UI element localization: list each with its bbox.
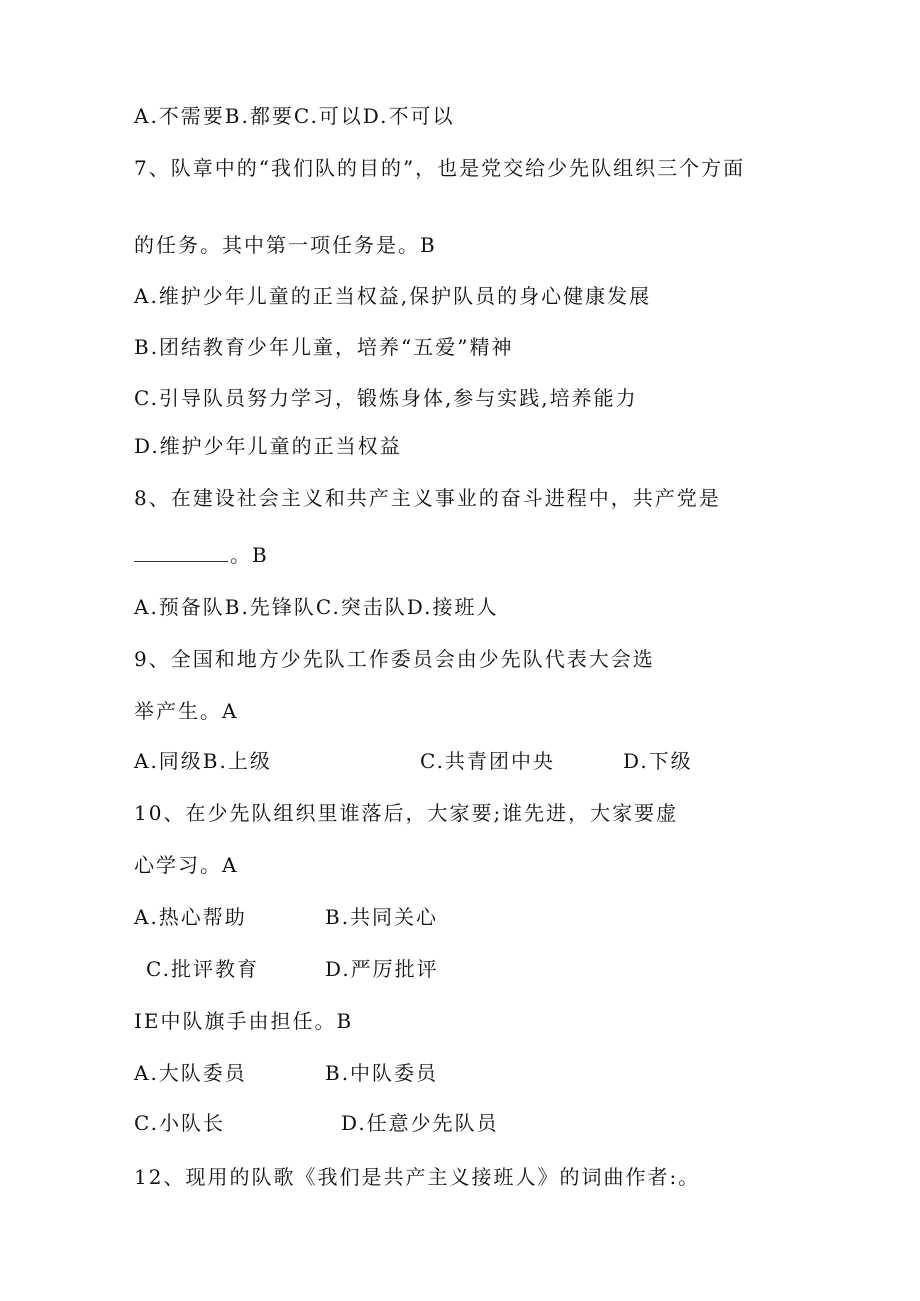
q12-stem: 12、现用的队歌《我们是共产主义接班人》的词曲作者:。 bbox=[134, 1165, 701, 1189]
answer-blank bbox=[134, 543, 228, 562]
q7-option-d: D.维护少年儿童的正当权益 bbox=[134, 434, 402, 458]
q11-option-c: C.小队长 bbox=[134, 1111, 225, 1135]
q10-option-d: D.严厉批评 bbox=[325, 957, 439, 981]
q9-stem-line2: 举产生。A bbox=[134, 699, 239, 723]
q7-stem-line1: 7、队章中的“我们队的目的”，也是党交给少先队组织三个方面 bbox=[134, 156, 746, 180]
q9-option-c: C.共青团中央 bbox=[420, 749, 555, 773]
q11-stem: IE中队旗手由担任。B bbox=[134, 1009, 354, 1033]
q10-stem-line1: 10、在少先队组织里谁落后，大家要;谁先进，大家要虚 bbox=[134, 801, 679, 825]
q9-options bbox=[134, 749, 754, 773]
q7-option-b: B.团结教育少年儿童，培养“五爱”精神 bbox=[134, 335, 514, 359]
q7-option-c: C.引导队员努力学习，锻炼身体,参与实践,培养能力 bbox=[134, 386, 638, 410]
q10-option-c: C.批评教育 bbox=[146, 957, 259, 981]
q7-option-a: A.维护少年儿童的正当权益,保护队员的身心健康发展 bbox=[134, 284, 652, 308]
q11-option-b: B.中队委员 bbox=[325, 1061, 439, 1085]
q8-stem-line1: 8、在建设社会主义和共产主义事业的奋斗进程中，共产党是 bbox=[134, 486, 721, 510]
q9-option-d: D.下级 bbox=[623, 749, 693, 773]
q10-options-row2 bbox=[134, 957, 534, 981]
q7-stem-line2: 的任务。其中第一项任务是。B bbox=[134, 233, 437, 257]
q10-option-b: B.共同关心 bbox=[325, 905, 439, 929]
q11-option-d: D.任意少先队员 bbox=[341, 1111, 499, 1135]
q6-options: A.不需要B.都要C.可以D.不可以 bbox=[134, 104, 455, 128]
q8-stem-line2 bbox=[134, 543, 269, 567]
q8-answer: 。B bbox=[230, 543, 269, 567]
q10-option-a: A.热心帮助 bbox=[134, 905, 247, 929]
q10-options-row1 bbox=[134, 905, 534, 929]
q11-options-row2 bbox=[134, 1111, 554, 1135]
q8-options: A.预备队B.先锋队C.突击队D.接班人 bbox=[134, 595, 499, 619]
q10-stem-line2: 心学习。A bbox=[134, 853, 239, 877]
q11-option-a: A.大队委员 bbox=[134, 1061, 247, 1085]
q9-stem-line1: 9、全国和地方少先队工作委员会由少先队代表大会选 bbox=[134, 647, 655, 671]
q9-option-a-b: A.同级B.上级 bbox=[134, 749, 272, 773]
q11-options-row1 bbox=[134, 1061, 534, 1085]
